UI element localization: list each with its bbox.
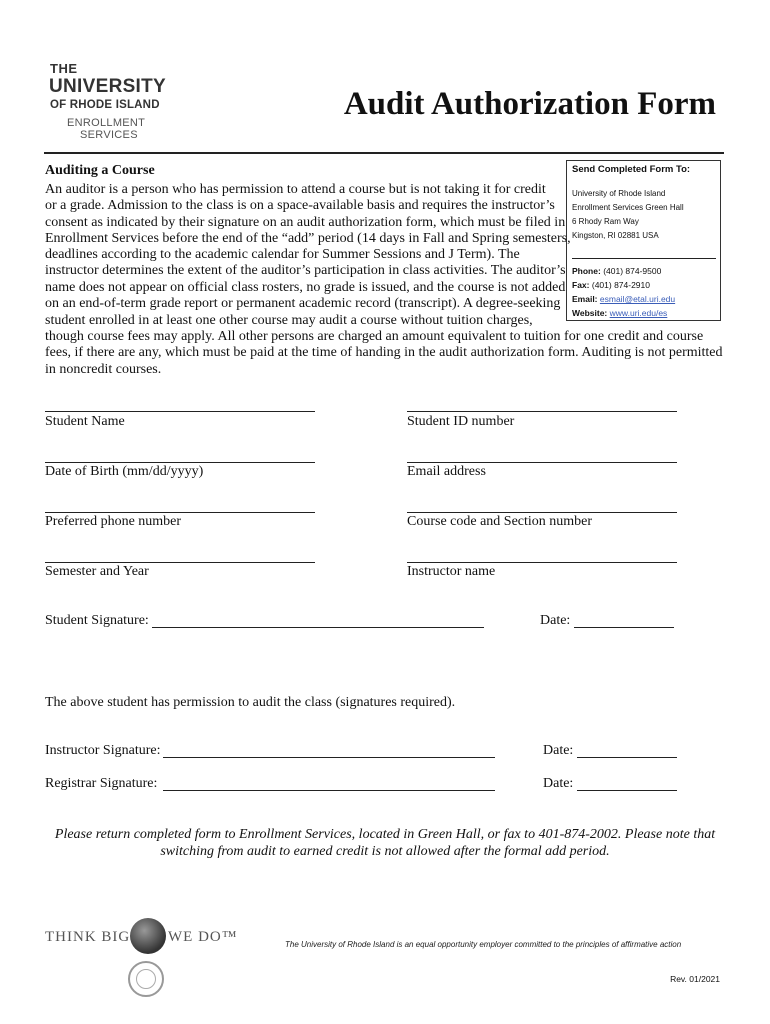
section-heading: Auditing a Course — [45, 163, 155, 178]
revision-date: Rev. 01/2021 — [670, 974, 720, 984]
registrar-date-label: Date: — [543, 776, 574, 791]
paragraph-line: though course fees may apply. All other persons are charged an amount equivalent to tuition for one credit and course — [45, 329, 704, 344]
website-contact — [572, 308, 667, 318]
semester-label: Semester and Year — [45, 564, 149, 579]
phone-field[interactable] — [45, 512, 315, 513]
semester-field[interactable] — [45, 562, 315, 563]
form-title: Audit Authorization Form — [343, 86, 716, 122]
student-date-label: Date: — [540, 613, 571, 628]
dob-field[interactable] — [45, 462, 315, 463]
logo-the: THE — [50, 61, 78, 76]
student-id-label: Student ID number — [407, 414, 515, 429]
email-label: Email: — [572, 294, 598, 304]
student-signature-label: Student Signature: — [45, 613, 149, 628]
equal-opportunity-statement: The University of Rhode Island is an equal opportunity employer committed to the principles of affirmative action — [285, 940, 682, 949]
address-line: 6 Rhody Ram Way — [572, 217, 639, 226]
instructor-date-field[interactable] — [577, 757, 677, 758]
fax-label: Fax: — [572, 280, 590, 290]
paragraph-line: student enrolled in at least one other course may audit a course without tuition charges, — [45, 313, 533, 328]
paragraph-line: name does not appear on official class rosters, no grade is issued, and the course is not added — [45, 280, 566, 295]
student-signature-field[interactable] — [152, 627, 484, 628]
instructor-date-label: Date: — [543, 743, 574, 758]
instructor-signature-label: Instructor Signature: — [45, 743, 161, 758]
student-date-field[interactable] — [574, 627, 674, 628]
phone-value: (401) 874-9500 — [603, 266, 662, 276]
phone-contact — [572, 266, 661, 276]
student-name-label: Student Name — [45, 414, 125, 429]
paragraph-line: An auditor is a person who has permission to attend a course but is not taking it for credit — [45, 182, 546, 197]
student-id-field[interactable] — [407, 411, 677, 412]
fax-value: (401) 874-2910 — [591, 280, 650, 290]
think-big-text: THINK BIG — [45, 929, 131, 945]
registrar-date-field[interactable] — [577, 790, 677, 791]
instructor-name-field[interactable] — [407, 562, 677, 563]
fax-contact — [572, 280, 650, 290]
permission-statement: The above student has permission to audit the class (signatures required). — [45, 695, 456, 710]
seal-inner-icon — [136, 969, 156, 989]
paragraph-line: in noncredit courses. — [45, 362, 162, 377]
registrar-signature-label: Registrar Signature: — [45, 776, 158, 791]
logo-of-rhode-island: OF RHODE ISLAND — [50, 99, 160, 111]
course-code-label: Course code and Section number — [407, 514, 593, 529]
logo-services: SERVICES — [80, 129, 138, 141]
paragraph-line: Enrollment Services before the end of the “add” period (14 days in Fall and Spring semesters, — [45, 231, 571, 246]
instructor-name-label: Instructor name — [407, 564, 496, 579]
dob-label: Date of Birth (mm/dd/yyyy) — [45, 464, 204, 479]
address-line: Enrollment Services Green Hall — [572, 203, 684, 212]
email-address-label: Email address — [407, 464, 486, 479]
title-divider — [44, 152, 724, 154]
globe-icon — [130, 918, 166, 954]
address-line: University of Rhode Island — [572, 189, 666, 198]
we-do-text: WE DO™ — [168, 929, 238, 945]
website-link[interactable]: www.uri.edu/es — [609, 308, 668, 318]
paragraph-line: or a grade. Admission to the class is on a space-available basis and requires the instructor’s — [45, 198, 555, 213]
return-note-line: switching from audit to earned credit is not allowed after the formal add period. — [160, 844, 610, 859]
email-contact — [572, 294, 675, 304]
phone-label: Phone: — [572, 266, 601, 276]
logo-enrollment: ENROLLMENT — [67, 117, 146, 129]
email-field[interactable] — [407, 462, 677, 463]
registrar-signature-field[interactable] — [163, 790, 495, 791]
paragraph-line: deadlines according to the academic calendar for Summer Sessions and J Term). The — [45, 247, 520, 262]
return-note-line: Please return completed form to Enrollment Services, located in Green Hall, or fax to 401-874-2002. Please note that — [54, 827, 716, 842]
send-box-heading: Send Completed Form To: — [572, 164, 691, 175]
paragraph-line: on an end-of-term grade report or permanent academic record (transcript). A degree-seeking — [45, 296, 561, 311]
website-label: Website: — [572, 308, 608, 318]
paragraph-line: fees, if there are any, which must be paid at the time of handing in the audit authorization form. Auditing is not permitted — [45, 345, 723, 360]
phone-number-label: Preferred phone number — [45, 514, 182, 529]
instructor-signature-field[interactable] — [163, 757, 495, 758]
address-line: Kingston, RI 02881 USA — [572, 231, 659, 240]
email-link[interactable]: esmail@etal.uri.edu — [599, 294, 676, 304]
student-name-field[interactable] — [45, 411, 315, 412]
paragraph-line: instructor determines the extent of the auditor’s participation in class activities. The auditor’s — [45, 263, 566, 278]
logo-university: UNIVERSITY — [49, 76, 167, 97]
course-field[interactable] — [407, 512, 677, 513]
paragraph-line: consent as indicated by their signature on an audit authorization form, which must be filed in — [45, 215, 566, 230]
send-box-divider — [572, 258, 716, 259]
